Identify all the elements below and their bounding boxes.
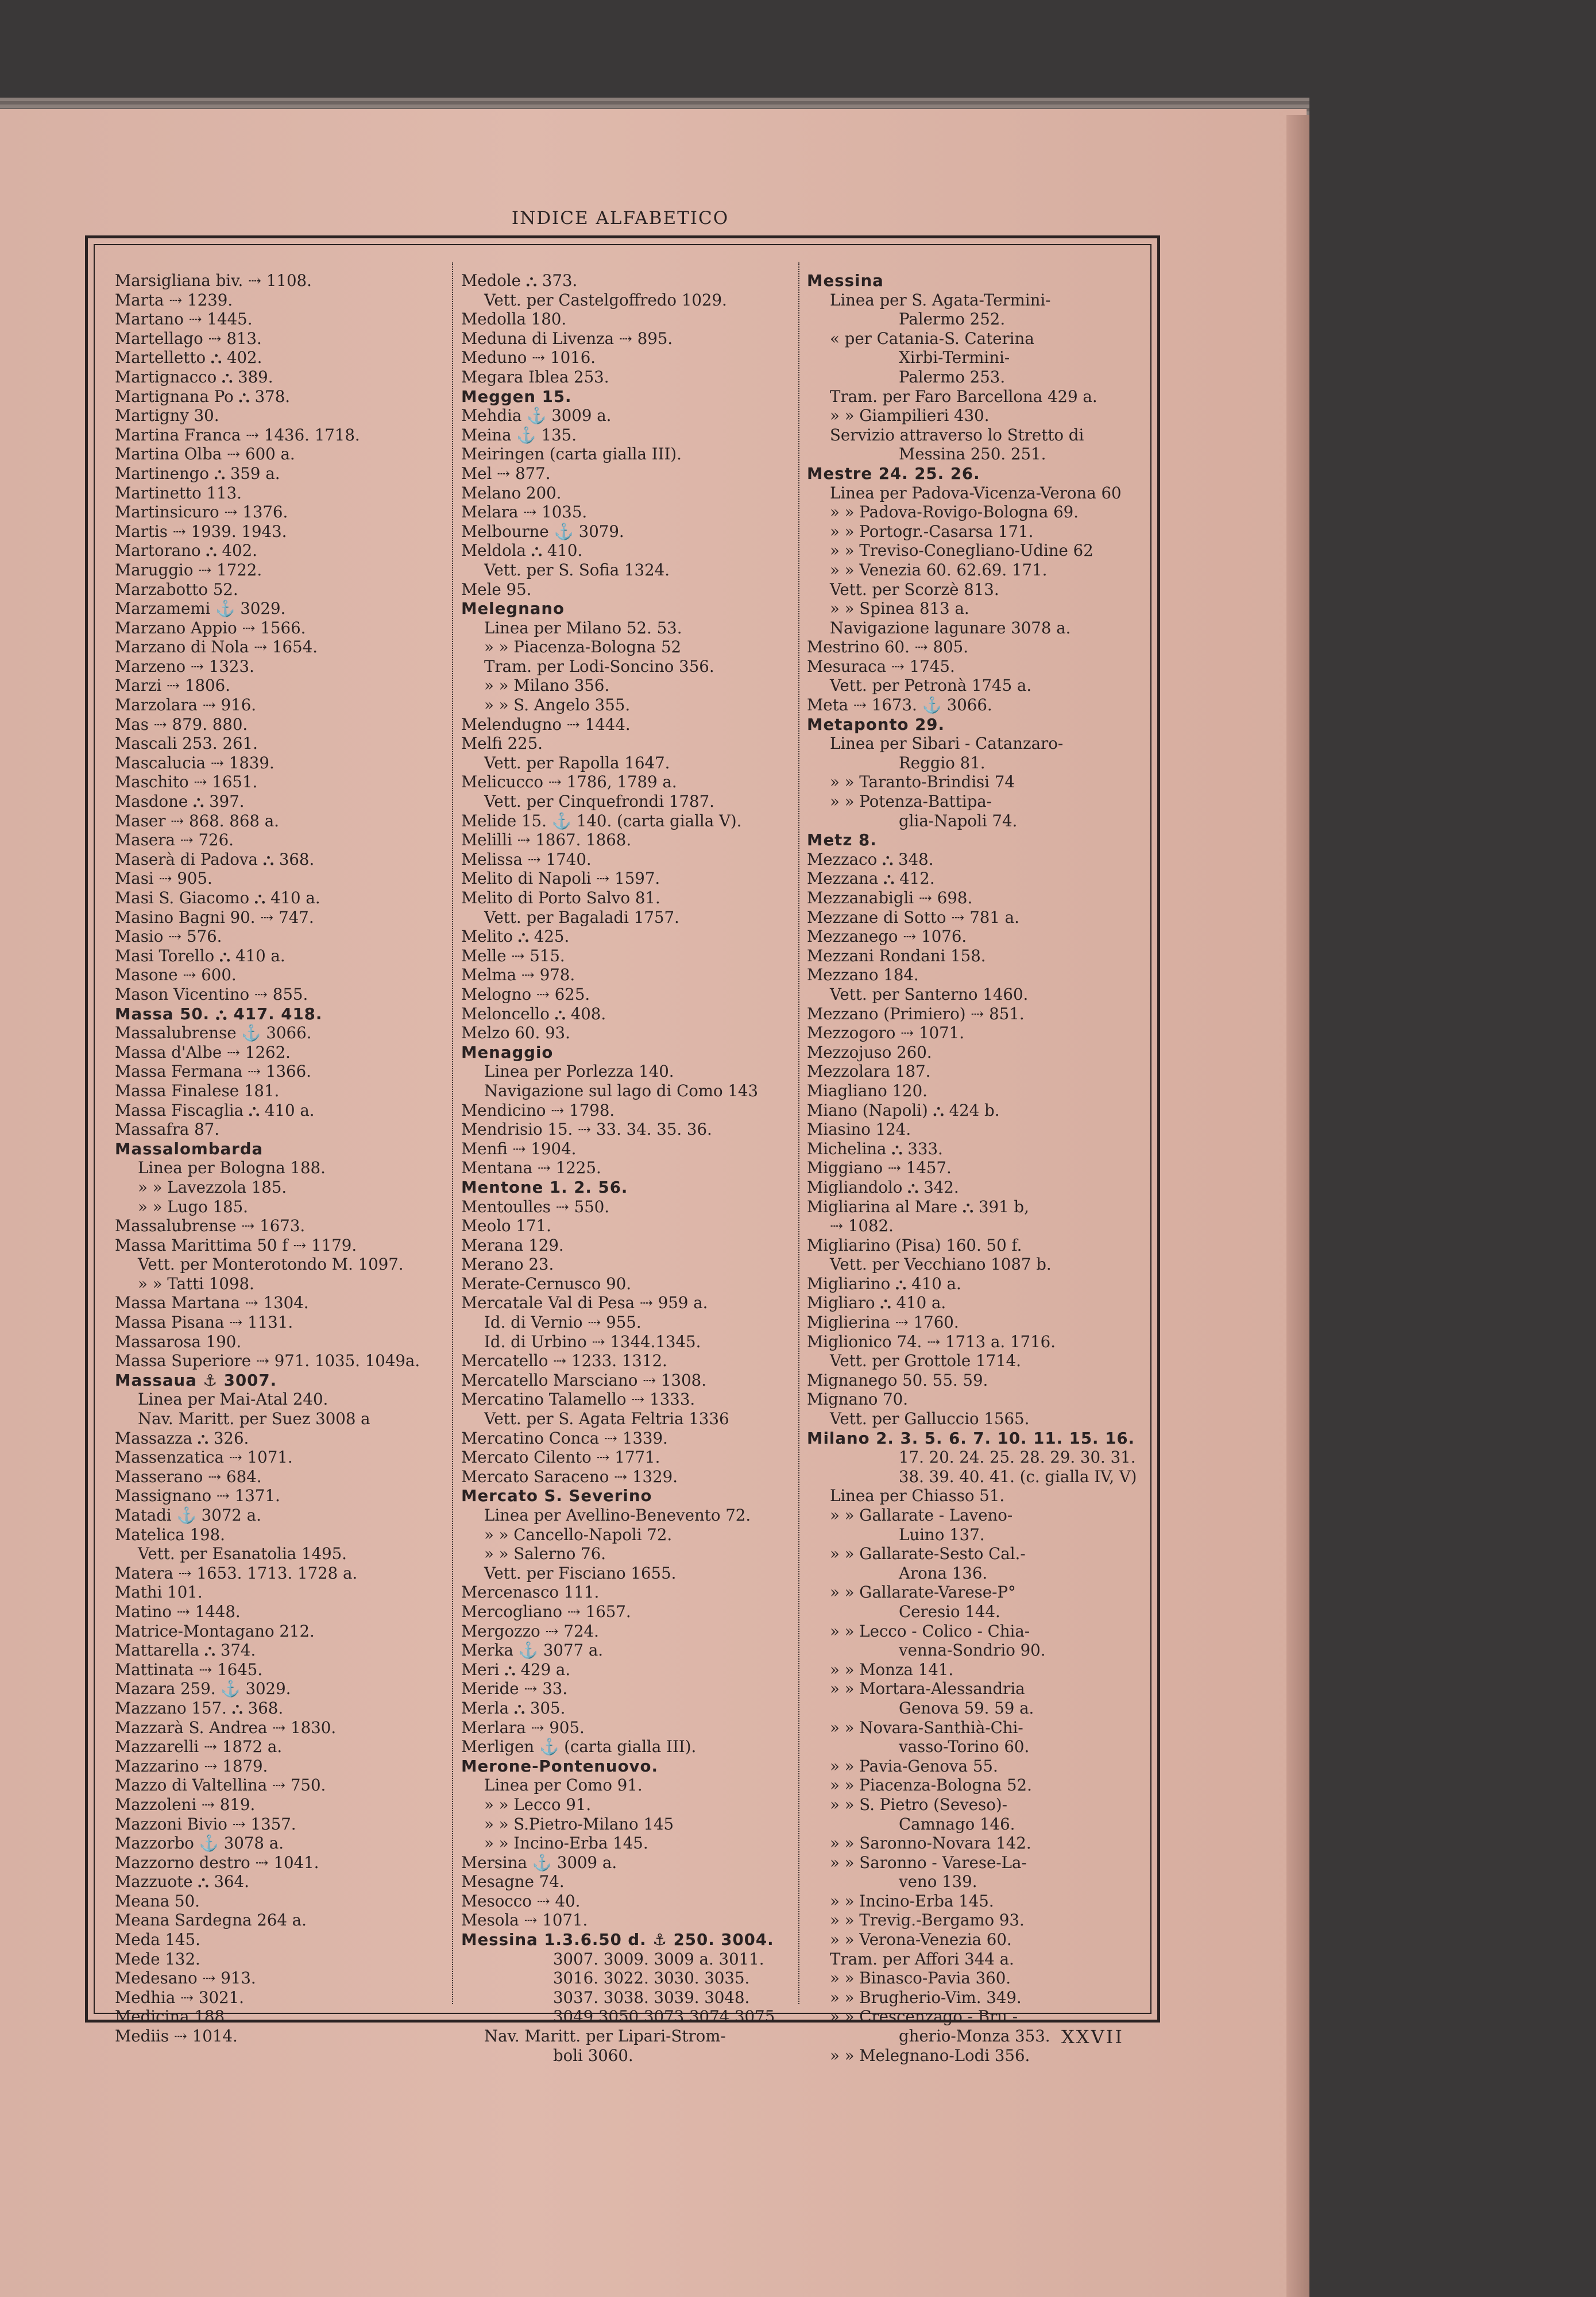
index-entry: » » S.Pietro-Milano 145 — [484, 1814, 674, 1834]
index-entry: Mele 95. — [461, 579, 532, 599]
index-entry: Melano 200. — [461, 483, 562, 502]
index-entry: Palermo 253. — [899, 367, 1006, 386]
index-entry: 38. 39. 40. 41. (c. gialla IV, V) — [899, 1467, 1137, 1486]
index-entry: » » Taranto-Brindisi 74 — [830, 772, 1015, 792]
index-entry: Medhia ⇢ 3021. — [115, 1987, 244, 2007]
index-entry: Mazzano 157. ⛬ 368. — [115, 1698, 284, 1718]
index-entry: Mazzorbo ⚓ 3078 a. — [115, 1834, 284, 1853]
index-entry: Nav. Maritt. per Lipari-Strom- — [484, 2027, 726, 2046]
index-entry: Marzi ⇢ 1806. — [115, 676, 230, 695]
index-entry: Vett. per Vecchiano 1087 b. — [830, 1255, 1052, 1274]
index-entry: venna-Sondrio 90. — [899, 1641, 1046, 1660]
index-entry: Miano (Napoli) ⛬ 424 b. — [807, 1100, 1000, 1120]
index-entry: » » Gallarate - Laveno- — [830, 1506, 1013, 1525]
index-entry: » » Tatti 1098. — [138, 1274, 254, 1293]
index-entry: Mazara 259. ⚓ 3029. — [115, 1679, 291, 1699]
index-entry: Miggiano ⇢ 1457. — [807, 1158, 952, 1178]
index-entry: » » Gallarate-Sesto Cal.- — [830, 1544, 1026, 1564]
column-separator — [452, 262, 453, 2004]
index-entry: » » Cancello-Napoli 72. — [484, 1525, 673, 1544]
index-entry: Mezzanabigli ⇢ 698. — [807, 888, 973, 907]
index-entry: 3016. 3022. 3030. 3035. — [553, 1969, 750, 1988]
index-entry: » » Lugo 185. — [138, 1197, 248, 1216]
index-entry: Martinsicuro ⇢ 1376. — [115, 502, 288, 522]
index-entry: 3049.3050.3073.3074.3075 — [553, 2007, 775, 2027]
index-entry: Mestrino 60. ⇢ 805. — [807, 637, 968, 657]
index-entry: Mergozzo ⇢ 724. — [461, 1621, 599, 1641]
index-entry: Massa Superiore ⇢ 971. 1035. 1049a. — [115, 1351, 420, 1371]
index-entry: Mezzojuso 260. — [807, 1042, 932, 1062]
index-entry: Martelletto ⛬ 402. — [115, 348, 262, 368]
index-entry: Navigazione sul lago di Como 143 — [484, 1081, 759, 1100]
index-entry: » » Milano 356. — [484, 676, 610, 695]
index-entry: Martinengo ⛬ 359 a. — [115, 463, 280, 483]
index-entry: » » Brugherio-Vim. 349. — [830, 1987, 1022, 2007]
index-entry: Mestre 24. 25. 26. — [807, 463, 980, 483]
index-entry: Linea per Padova-Vicenza-Verona 60 — [830, 483, 1122, 502]
index-entry: Masino Bagni 90. ⇢ 747. — [115, 907, 314, 927]
index-entry: » » Trevig.-Bergamo 93. — [830, 1911, 1025, 1930]
index-entry: Masdone ⛬ 397. — [115, 792, 245, 811]
index-entry: Melito ⛬ 425. — [461, 927, 570, 946]
index-entry: Metaponto 29. — [807, 714, 945, 734]
index-entry: Merate-Cernusco 90. — [461, 1274, 632, 1293]
index-entry: Marsigliana biv. ⇢ 1108. — [115, 271, 312, 290]
index-entry: Massa d'Albe ⇢ 1262. — [115, 1042, 291, 1062]
index-entry: Martignacco ⛬ 389. — [115, 367, 273, 386]
index-entry: Vett. per Petronà 1745 a. — [830, 676, 1032, 695]
index-entry: Meda 145. — [115, 1930, 200, 1950]
index-entry: Melide 15. ⚓ 140. (carta gialla V). — [461, 811, 742, 830]
index-entry: Nav. Maritt. per Suez 3008 a — [138, 1409, 370, 1429]
index-entry: » » Treviso-Conegliano-Udine 62 — [830, 541, 1093, 560]
index-entry: Mazzarelli ⇢ 1872 a. — [115, 1737, 283, 1757]
index-entry: Martina Olba ⇢ 600 a. — [115, 444, 295, 464]
index-entry: » » Pavia-Genova 55. — [830, 1756, 998, 1776]
index-entry: Melbourne ⚓ 3079. — [461, 521, 624, 541]
index-column-1 — [115, 271, 445, 2046]
index-entry: Masone ⇢ 600. — [115, 965, 237, 985]
index-entry: Migliarino ⛬ 410 a. — [807, 1274, 961, 1293]
index-entry: Massignano ⇢ 1371. — [115, 1486, 280, 1506]
index-entry: Mezzolara 187. — [807, 1062, 931, 1081]
column-separator — [798, 262, 799, 2004]
index-entry: Linea per Milano 52. 53. — [484, 618, 682, 637]
index-entry: Mazzuote ⛬ 364. — [115, 1872, 249, 1892]
index-entry: Massa Marittima 50 f ⇢ 1179. — [115, 1235, 357, 1255]
index-entry: Melara ⇢ 1035. — [461, 502, 588, 522]
index-entry: Vett. per Rapolla 1647. — [484, 753, 670, 772]
index-entry: Melma ⇢ 978. — [461, 965, 575, 985]
index-column-2 — [461, 271, 806, 2065]
index-entry: » » Crescenzago - Bru - — [830, 2007, 1018, 2027]
index-entry: Mesagne 74. — [461, 1872, 565, 1892]
index-entry: Michelina ⛬ 333. — [807, 1139, 943, 1158]
index-entry: Martellago ⇢ 813. — [115, 328, 262, 348]
index-entry: Massalubrense ⚓ 3066. — [115, 1023, 312, 1043]
index-entry: Matera ⇢ 1653. 1713. 1728 a. — [115, 1563, 358, 1583]
index-entry: 3007. 3009. 3009 a. 3011. — [553, 1949, 764, 1969]
index-entry: Mezzano 184. — [807, 965, 919, 985]
index-entry: Reggio 81. — [899, 753, 986, 772]
index-entry: Masio ⇢ 576. — [115, 927, 222, 946]
index-entry: Linea per S. Agata-Termini- — [830, 290, 1051, 310]
index-entry: Mazzoleni ⇢ 819. — [115, 1795, 256, 1814]
index-entry: Miasino 124. — [807, 1120, 911, 1139]
index-entry: Meina ⚓ 135. — [461, 425, 577, 444]
index-entry: Merlara ⇢ 905. — [461, 1718, 585, 1737]
index-entry: Massenzatica ⇢ 1071. — [115, 1448, 293, 1467]
index-entry: » » Piacenza-Bologna 52 — [484, 637, 682, 657]
index-entry: Migliarina al Mare ⛬ 391 b, — [807, 1197, 1029, 1216]
index-entry: Xirbi-Termini- — [899, 348, 1010, 368]
index-entry: Masi S. Giacomo ⛬ 410 a. — [115, 888, 320, 907]
index-entry: Vett. per Monterotondo M. 1097. — [138, 1255, 404, 1274]
index-entry: Tram. per Lodi-Soncino 356. — [484, 656, 714, 676]
index-entry: Mas ⇢ 879. 880. — [115, 714, 248, 734]
index-entry: » » Melegnano-Lodi 356. — [830, 2045, 1030, 2065]
index-entry: Massalubrense ⇢ 1673. — [115, 1216, 306, 1236]
index-entry: Merka ⚓ 3077 a. — [461, 1641, 604, 1660]
index-entry: Merla ⛬ 305. — [461, 1698, 566, 1718]
index-entry: Migliandolo ⛬ 342. — [807, 1177, 959, 1197]
index-entry: Vett. per Galluccio 1565. — [830, 1409, 1030, 1429]
index-entry: Melfi 225. — [461, 734, 543, 753]
index-entry: Miglionico 74. ⇢ 1713 a. 1716. — [807, 1332, 1056, 1351]
index-entry: » » Spinea 813 a. — [830, 599, 969, 618]
index-entry: Massa Martana ⇢ 1304. — [115, 1293, 309, 1313]
index-entry: Medesano ⇢ 913. — [115, 1969, 256, 1988]
index-entry: Mezzana ⛬ 412. — [807, 869, 935, 888]
index-entry: Meana Sardegna 264 a. — [115, 1911, 307, 1930]
index-entry: Mezzani Rondani 158. — [807, 946, 986, 965]
index-entry: » » Lecco - Colico - Chia- — [830, 1621, 1030, 1641]
index-entry: Linea per Como 91. — [484, 1776, 643, 1795]
index-entry: Mason Vicentino ⇢ 855. — [115, 984, 308, 1004]
index-entry: Mattarella ⛬ 374. — [115, 1641, 256, 1660]
index-entry: Maschito ⇢ 1651. — [115, 772, 258, 792]
index-entry: Maruggio ⇢ 1722. — [115, 560, 262, 579]
index-entry: Linea per Bologna 188. — [138, 1158, 326, 1178]
index-entry: Mignanego 50. 55. 59. — [807, 1370, 988, 1390]
index-entry: Meride ⇢ 33. — [461, 1679, 568, 1699]
index-entry: Navigazione lagunare 3078 a. — [830, 618, 1071, 637]
index-entry: Camnago 146. — [899, 1814, 1015, 1834]
index-entry: Luino 137. — [899, 1525, 985, 1544]
index-entry: Vett. per Castelgoffredo 1029. — [484, 290, 727, 310]
index-entry: Meldola ⛬ 410. — [461, 541, 583, 560]
index-entry: Linea per Porlezza 140. — [484, 1062, 674, 1081]
index-entry: Melendugno ⇢ 1444. — [461, 714, 631, 734]
index-entry: Martigny 30. — [115, 406, 219, 426]
index-entry: Mezzogoro ⇢ 1071. — [807, 1023, 965, 1043]
index-entry: » » S. Angelo 355. — [484, 695, 631, 715]
index-entry: Massa Pisana ⇢ 1131. — [115, 1313, 293, 1332]
index-entry: Mezzaco ⛬ 348. — [807, 849, 934, 869]
index-entry: Id. di Urbino ⇢ 1344.1345. — [484, 1332, 701, 1351]
index-entry: Martignana Po ⛬ 378. — [115, 386, 291, 406]
index-entry: Melilli ⇢ 1867. 1868. — [461, 830, 632, 850]
index-entry: Mercatello Marsciano ⇢ 1308. — [461, 1370, 706, 1390]
index-entry: Mel ⇢ 877. — [461, 463, 551, 483]
index-entry: Arona 136. — [899, 1563, 988, 1583]
index-column-3 — [807, 271, 1146, 2065]
index-entry: Mathi 101. — [115, 1583, 203, 1602]
index-entry: Melegnano — [461, 599, 565, 618]
index-entry: Marta ⇢ 1239. — [115, 290, 233, 310]
index-entry: » » Venezia 60. 62.69. 171. — [830, 560, 1048, 579]
index-entry: Ceresio 144. — [899, 1602, 1000, 1621]
index-entry: Mercatino Conca ⇢ 1339. — [461, 1428, 668, 1448]
index-entry: Marzeno ⇢ 1323. — [115, 656, 254, 676]
index-entry: Merana 129. — [461, 1235, 564, 1255]
index-entry: Megara Iblea 253. — [461, 367, 609, 386]
index-entry: Mascalucia ⇢ 1839. — [115, 753, 275, 772]
page-header: INDICE ALFABETICO — [511, 208, 729, 229]
index-entry: Maserà di Padova ⛬ 368. — [115, 849, 315, 869]
index-entry: Meolo 171. — [461, 1216, 551, 1236]
index-entry: Mehdia ⚓ 3009 a. — [461, 406, 612, 426]
index-entry: Martina Franca ⇢ 1436. 1718. — [115, 425, 360, 444]
index-entry: » » Potenza-Battipa- — [830, 792, 992, 811]
index-entry: » » Giampilieri 430. — [830, 406, 990, 426]
index-entry: Merligen ⚓ (carta gialla III). — [461, 1737, 697, 1757]
index-entry: » » Incino-Erba 145. — [484, 1834, 648, 1853]
index-entry: Mazzo di Valtellina ⇢ 750. — [115, 1776, 326, 1795]
index-entry: Linea per Sibari - Catanzaro- — [830, 734, 1064, 753]
index-entry: Milano 2. 3. 5. 6. 7. 10. 11. 15. 16. — [807, 1428, 1135, 1448]
page-number: XXVII — [1061, 2026, 1124, 2048]
index-entry: Miglierina ⇢ 1760. — [807, 1313, 959, 1332]
index-entry: Matadi ⚓ 3072 a. — [115, 1506, 261, 1525]
index-entry: 3037. 3038. 3039. 3048. — [553, 1987, 750, 2007]
index-entry: Migliaro ⛬ 410 a. — [807, 1293, 946, 1313]
index-entry: Mazzoni Bivio ⇢ 1357. — [115, 1814, 296, 1834]
index-entry: Mercato Saraceno ⇢ 1329. — [461, 1467, 678, 1486]
index-entry: Martinetto 113. — [115, 483, 242, 502]
index-entry: Mattinata ⇢ 1645. — [115, 1660, 263, 1679]
index-entry: Tram. per Affori 344 a. — [830, 1949, 1014, 1969]
index-entry: Mediis ⇢ 1014. — [115, 2027, 238, 2046]
index-entry: » » Piacenza-Bologna 52. — [830, 1776, 1032, 1795]
index-entry: Migliarino (Pisa) 160. 50 f. — [807, 1235, 1022, 1255]
index-entry: Melicucco ⇢ 1786, 1789 a. — [461, 772, 677, 792]
index-entry: Vett. per S. Agata Feltria 1336 — [484, 1409, 729, 1429]
index-entry: Melito di Napoli ⇢ 1597. — [461, 869, 660, 888]
index-entry: Masi ⇢ 905. — [115, 869, 212, 888]
index-entry: Vett. per Fisciano 1655. — [484, 1563, 677, 1583]
index-entry: Mercatale Val di Pesa ⇢ 959 a. — [461, 1293, 708, 1313]
index-entry: Massa Fermana ⇢ 1366. — [115, 1062, 311, 1081]
index-entry: ⇢ 1082. — [830, 1216, 894, 1236]
index-entry: Medolla 180. — [461, 310, 567, 329]
index-entry: Melzo 60. 93. — [461, 1023, 570, 1043]
index-entry: Mercato S. Severino — [461, 1486, 652, 1506]
index-entry: Massa 50. ⛬ 417. 418. — [115, 1004, 323, 1023]
index-entry: Melissa ⇢ 1740. — [461, 849, 592, 869]
index-entry: Linea per Chiasso 51. — [830, 1486, 1005, 1506]
index-entry: Linea per Mai-Atal 240. — [138, 1390, 329, 1409]
index-entry: Merano 23. — [461, 1255, 554, 1274]
index-entry: Meiringen (carta gialla III). — [461, 444, 682, 464]
index-entry: » » Saronno-Novara 142. — [830, 1834, 1031, 1853]
index-entry: 17. 20. 24. 25. 28. 29. 30. 31. — [899, 1448, 1136, 1467]
index-entry: » » Lecco 91. — [484, 1795, 592, 1814]
index-entry: » » Verona-Venezia 60. — [830, 1930, 1012, 1950]
index-entry: Medole ⛬ 373. — [461, 271, 578, 290]
index-entry: » » Gallarate-Varese-P° — [830, 1583, 1016, 1602]
index-entry: Linea per Avellino-Benevento 72. — [484, 1506, 751, 1525]
index-entry: Mendicino ⇢ 1798. — [461, 1100, 615, 1120]
index-entry: » » Monza 141. — [830, 1660, 954, 1679]
index-entry: Matrice-Montagano 212. — [115, 1621, 315, 1641]
index-entry: Vett. per Cinquefrondi 1787. — [484, 792, 714, 811]
index-entry: » » Novara-Santhià-Chi- — [830, 1718, 1023, 1737]
index-entry: Mercenasco 111. — [461, 1583, 600, 1602]
index-entry: Martano ⇢ 1445. — [115, 310, 253, 329]
index-entry: Mascali 253. 261. — [115, 734, 258, 753]
index-entry: Tram. per Faro Barcellona 429 a. — [830, 386, 1098, 406]
index-entry: Mentana ⇢ 1225. — [461, 1158, 601, 1178]
index-entry: Meri ⛬ 429 a. — [461, 1660, 571, 1679]
index-entry: gherio-Monza 353. — [899, 2027, 1050, 2046]
index-entry: Massa Finalese 181. — [115, 1081, 280, 1100]
index-entry: » » Saronno - Varese-La- — [830, 1853, 1027, 1872]
index-entry: Melito di Porto Salvo 81. — [461, 888, 660, 907]
index-entry: Messina 1.3.6.50 d. ⚓ 250. 3004. — [461, 1930, 774, 1950]
index-entry: Martis ⇢ 1939. 1943. — [115, 521, 287, 541]
index-entry: » » Portogr.-Casarsa 171. — [830, 521, 1034, 541]
index-entry: veno 139. — [899, 1872, 977, 1892]
index-entry: » » S. Pietro (Seveso)- — [830, 1795, 1007, 1814]
index-entry: Mercogliano ⇢ 1657. — [461, 1602, 631, 1621]
index-entry: Massazza ⛬ 326. — [115, 1428, 249, 1448]
index-entry: Genova 59. 59 a. — [899, 1698, 1034, 1718]
index-entry: » » Salerno 76. — [484, 1544, 606, 1564]
index-entry: Mesola ⇢ 1071. — [461, 1911, 588, 1930]
index-entry: glia-Napoli 74. — [899, 811, 1018, 830]
index-entry: Meduno ⇢ 1016. — [461, 348, 596, 368]
index-entry: Vett. per Esanatolia 1495. — [138, 1544, 347, 1564]
index-entry: Mentone 1. 2. 56. — [461, 1177, 628, 1197]
index-entry: Matino ⇢ 1448. — [115, 1602, 241, 1621]
index-entry: Mazzarino ⇢ 1879. — [115, 1756, 268, 1776]
index-entry: Mersina ⚓ 3009 a. — [461, 1853, 617, 1872]
index-entry: Marzano Appio ⇢ 1566. — [115, 618, 306, 637]
index-entry: » » Padova-Rovigo-Bologna 69. — [830, 502, 1079, 522]
index-entry: Matelica 198. — [115, 1525, 225, 1544]
index-entry: Massarosa 190. — [115, 1332, 242, 1351]
index-entry: boli 3060. — [553, 2045, 633, 2065]
index-entry: » » Incino-Erba 145. — [830, 1891, 994, 1911]
index-entry: Menaggio — [461, 1042, 554, 1062]
index-entry: Meggen 15. — [461, 386, 572, 406]
index-entry: » » Mortara-Alessandria — [830, 1679, 1025, 1699]
index-entry: Massa Fiscaglia ⛬ 410 a. — [115, 1100, 315, 1120]
index-entry: Merone-Pontenuovo. — [461, 1756, 658, 1776]
index-entry: Vett. per S. Sofia 1324. — [484, 560, 670, 579]
index-entry: Maser ⇢ 868. 868 a. — [115, 811, 279, 830]
index-entry: Vett. per Santerno 1460. — [830, 984, 1029, 1004]
index-entry: Menfi ⇢ 1904. — [461, 1139, 577, 1158]
index-entry: Palermo 252. — [899, 310, 1006, 329]
index-entry: Vett. per Grottole 1714. — [830, 1351, 1021, 1371]
index-entry: Martorano ⛬ 402. — [115, 541, 257, 560]
index-entry: Mercatello ⇢ 1233. 1312. — [461, 1351, 667, 1371]
index-entry: Meta ⇢ 1673. ⚓ 3066. — [807, 695, 992, 715]
index-entry: Mezzane di Sotto ⇢ 781 a. — [807, 907, 1019, 927]
page-edge-shadow — [1286, 115, 1309, 2297]
index-entry: Massalombarda — [115, 1139, 264, 1158]
index-entry: « per Catania-S. Caterina — [830, 328, 1034, 348]
index-entry: » » Binasco-Pavia 360. — [830, 1969, 1011, 1988]
index-entry: Mezzanego ⇢ 1076. — [807, 927, 967, 946]
index-entry: Masera ⇢ 726. — [115, 830, 234, 850]
index-entry: Meduna di Livenza ⇢ 895. — [461, 328, 673, 348]
index-entry: Massafra 87. — [115, 1120, 219, 1139]
index-entry: Massaua ⚓ 3007. — [115, 1370, 277, 1390]
index-entry: Vett. per Bagaladi 1757. — [484, 907, 679, 927]
index-entry: Mezzano (Primiero) ⇢ 851. — [807, 1004, 1025, 1023]
index-entry: Marzano di Nola ⇢ 1654. — [115, 637, 318, 657]
index-entry: Miagliano 120. — [807, 1081, 928, 1100]
index-entry: Masserano ⇢ 684. — [115, 1467, 262, 1486]
index-entry: » » Lavezzola 185. — [138, 1177, 287, 1197]
index-entry: Mercatino Talamello ⇢ 1333. — [461, 1390, 695, 1409]
index-entry: Mesocco ⇢ 40. — [461, 1891, 581, 1911]
index-entry: Mercato Cilento ⇢ 1771. — [461, 1448, 660, 1467]
index-entry: Mendrisio 15. ⇢ 33. 34. 35. 36. — [461, 1120, 712, 1139]
index-entry: Meana 50. — [115, 1891, 200, 1911]
index-entry: Mede 132. — [115, 1949, 200, 1969]
index-entry: Vett. per Scorzè 813. — [830, 579, 999, 599]
index-entry: Mignano 70. — [807, 1390, 909, 1409]
index-entry: Mesuraca ⇢ 1745. — [807, 656, 955, 676]
index-entry: Mazzorno destro ⇢ 1041. — [115, 1853, 319, 1872]
index-entry: Melogno ⇢ 625. — [461, 984, 590, 1004]
index-entry: Mentoulles ⇢ 550. — [461, 1197, 610, 1216]
index-entry: Messina 250. 251. — [899, 444, 1046, 464]
index-entry: Medicina 188. — [115, 2007, 230, 2027]
index-entry: Melle ⇢ 515. — [461, 946, 565, 965]
index-entry: vasso-Torino 60. — [899, 1737, 1030, 1757]
index-entry: Messina — [807, 271, 884, 290]
index-entry: Id. di Vernio ⇢ 955. — [484, 1313, 642, 1332]
index-entry: Marzamemi ⚓ 3029. — [115, 599, 286, 618]
index-entry: Marzolara ⇢ 916. — [115, 695, 257, 715]
index-entry: Servizio attraverso lo Stretto di — [830, 425, 1084, 444]
index-entry: Mazzarà S. Andrea ⇢ 1830. — [115, 1718, 337, 1737]
index-entry: Meloncello ⛬ 408. — [461, 1004, 606, 1023]
index-entry: Marzabotto 52. — [115, 579, 238, 599]
index-entry: Metz 8. — [807, 830, 877, 850]
index-entry: Masi Torello ⛬ 410 a. — [115, 946, 285, 965]
